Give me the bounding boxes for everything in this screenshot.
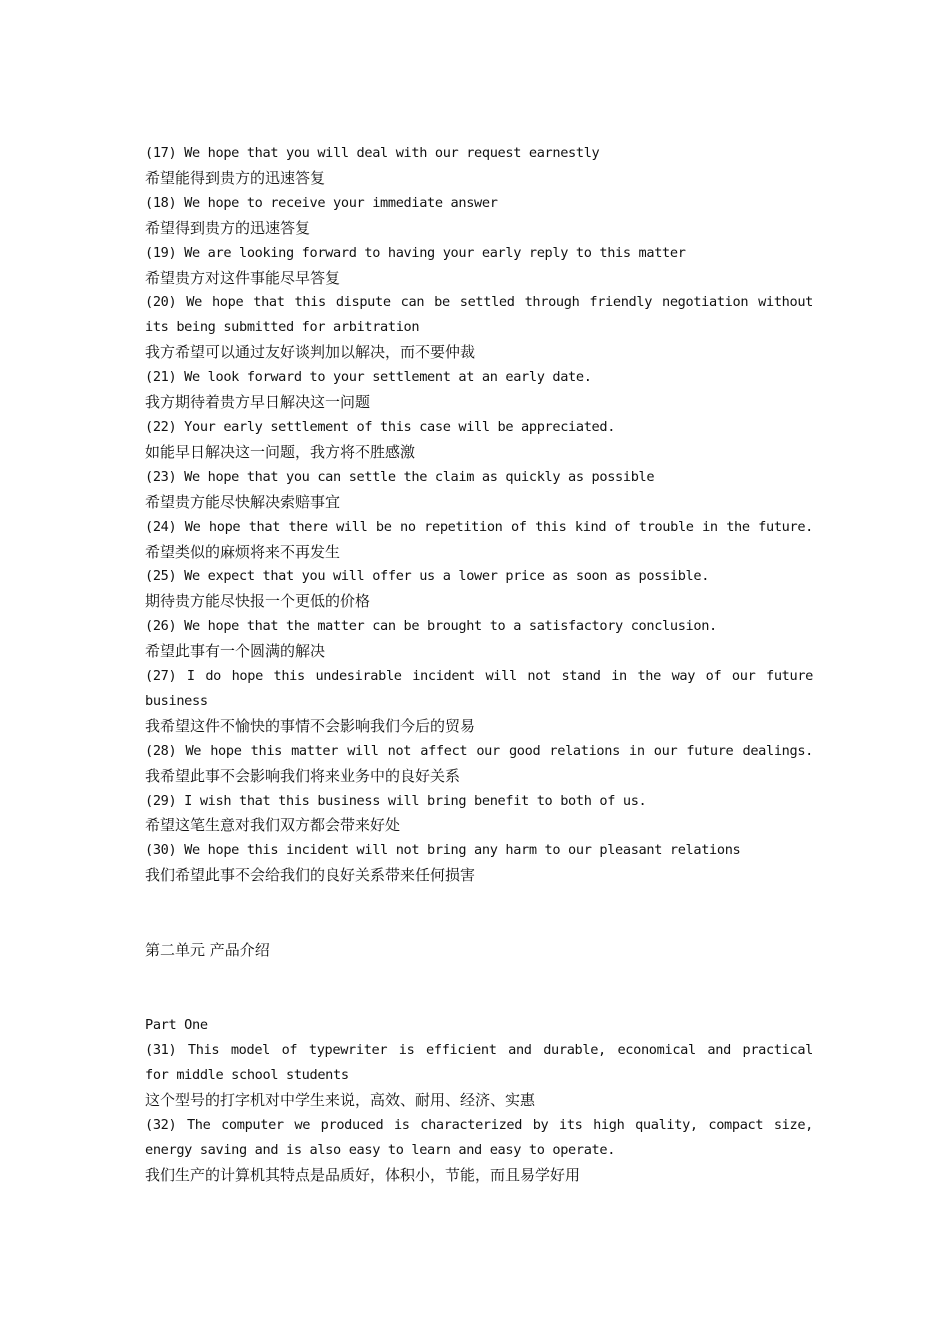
chinese-translation: 我们希望此事不会给我们的良好关系带来任何损害 (145, 866, 476, 885)
entry (145, 1038, 813, 1113)
english-sentence: (20) We hope that this dispute can be settled through friendly negotiation without (145, 294, 813, 311)
english-sentence: (30) We hope this incident will not bring any harm to our pleasant relations (145, 842, 741, 859)
english-sentence: (19) We are looking forward to having your early reply to this matter (145, 244, 686, 261)
english-sentence-continued: its being submitted for arbitration (145, 319, 420, 336)
chinese-translation: 我们生产的计算机其特点是品质好，体积小，节能，而且易学好用 (145, 1165, 581, 1184)
english-sentence: (31) This model of typewriter is efficient and durable, economical and practical (145, 1042, 813, 1058)
entry (145, 564, 813, 614)
entry (145, 789, 813, 839)
spacer (145, 963, 813, 1013)
english-sentence: (18) We hope to receive your immediate answer (145, 194, 498, 211)
english-sentence-continued: business (145, 692, 208, 709)
entry (145, 290, 813, 365)
chinese-translation: 我希望此事不会影响我们将来业务中的良好关系 (145, 766, 461, 785)
part-title: Part One (145, 1017, 208, 1034)
entries-part-one-section (145, 1038, 813, 1187)
english-sentence: (22) Your early settlement of this case will be appreciated. (145, 418, 616, 435)
entry (145, 191, 813, 241)
chinese-translation: 希望类似的麻烦将来不再发生 (145, 542, 341, 561)
english-sentence: (23) We hope that you can settle the claim as quickly as possible (145, 468, 655, 485)
entry (145, 241, 813, 291)
entry (145, 141, 813, 191)
english-sentence: (32) The computer we produced is characterized by its high quality, compact size, (145, 1116, 813, 1133)
entry (145, 838, 813, 888)
english-sentence: (24) We hope that there will be no repetition of this kind of trouble in the future. (145, 518, 813, 535)
entry (145, 415, 813, 465)
chinese-translation: 如能早日解决这一问题，我方将不胜感激 (145, 442, 416, 461)
chinese-translation: 希望得到贵方的迅速答复 (145, 218, 311, 237)
chinese-translation: 我方希望可以通过友好谈判加以解决，而不要仲裁 (145, 343, 476, 362)
english-sentence-continued: energy saving and is also easy to learn and easy to operate. (145, 1141, 616, 1158)
entry (145, 739, 813, 789)
english-sentence: (25) We expect that you will offer us a lower price as soon as possible. (145, 568, 710, 585)
chinese-translation: 期待贵方能尽快报一个更低的价格 (145, 592, 371, 611)
english-sentence-continued: for middle school students (145, 1066, 349, 1083)
english-sentence: (27) I do hope this undesirable incident will not stand in the way of our future (145, 668, 813, 685)
document-page (145, 141, 813, 1187)
chinese-translation: 希望能得到贵方的迅速答复 (145, 168, 326, 187)
entries-section (145, 141, 813, 888)
chinese-translation: 希望贵方能尽快解决索赔事宜 (145, 492, 341, 511)
english-sentence: (29) I wish that this business will bring benefit to both of us. (145, 792, 647, 809)
chinese-translation: 希望这笔生意对我们双方都会带来好处 (145, 816, 401, 835)
chinese-translation: 我希望这件不愉快的事情不会影响我们今后的贸易 (145, 716, 476, 735)
chinese-translation: 希望此事有一个圆满的解决 (145, 642, 326, 661)
spacer (145, 888, 813, 938)
chinese-translation: 希望贵方对这件事能尽早答复 (145, 268, 341, 287)
entry (145, 465, 813, 515)
entry (145, 1113, 813, 1188)
english-sentence: (26) We hope that the matter can be brought to a satisfactory conclusion. (145, 618, 717, 635)
english-sentence: (28) We hope this matter will not affect our good relations in our future dealings. (145, 742, 813, 759)
chinese-translation: 我方期待着贵方早日解决这一问题 (145, 393, 371, 412)
entry (145, 515, 813, 565)
chinese-translation: 这个型号的打字机对中学生来说，高效、耐用、经济、实惠 (145, 1090, 536, 1109)
entry (145, 664, 813, 739)
unit-title: 第二单元 产品介绍 (145, 941, 270, 960)
entry (145, 365, 813, 415)
english-sentence: (17) We hope that you will deal with our request earnestly (145, 145, 600, 161)
english-sentence: (21) We look forward to your settlement at an early date. (145, 369, 592, 386)
entry (145, 614, 813, 664)
